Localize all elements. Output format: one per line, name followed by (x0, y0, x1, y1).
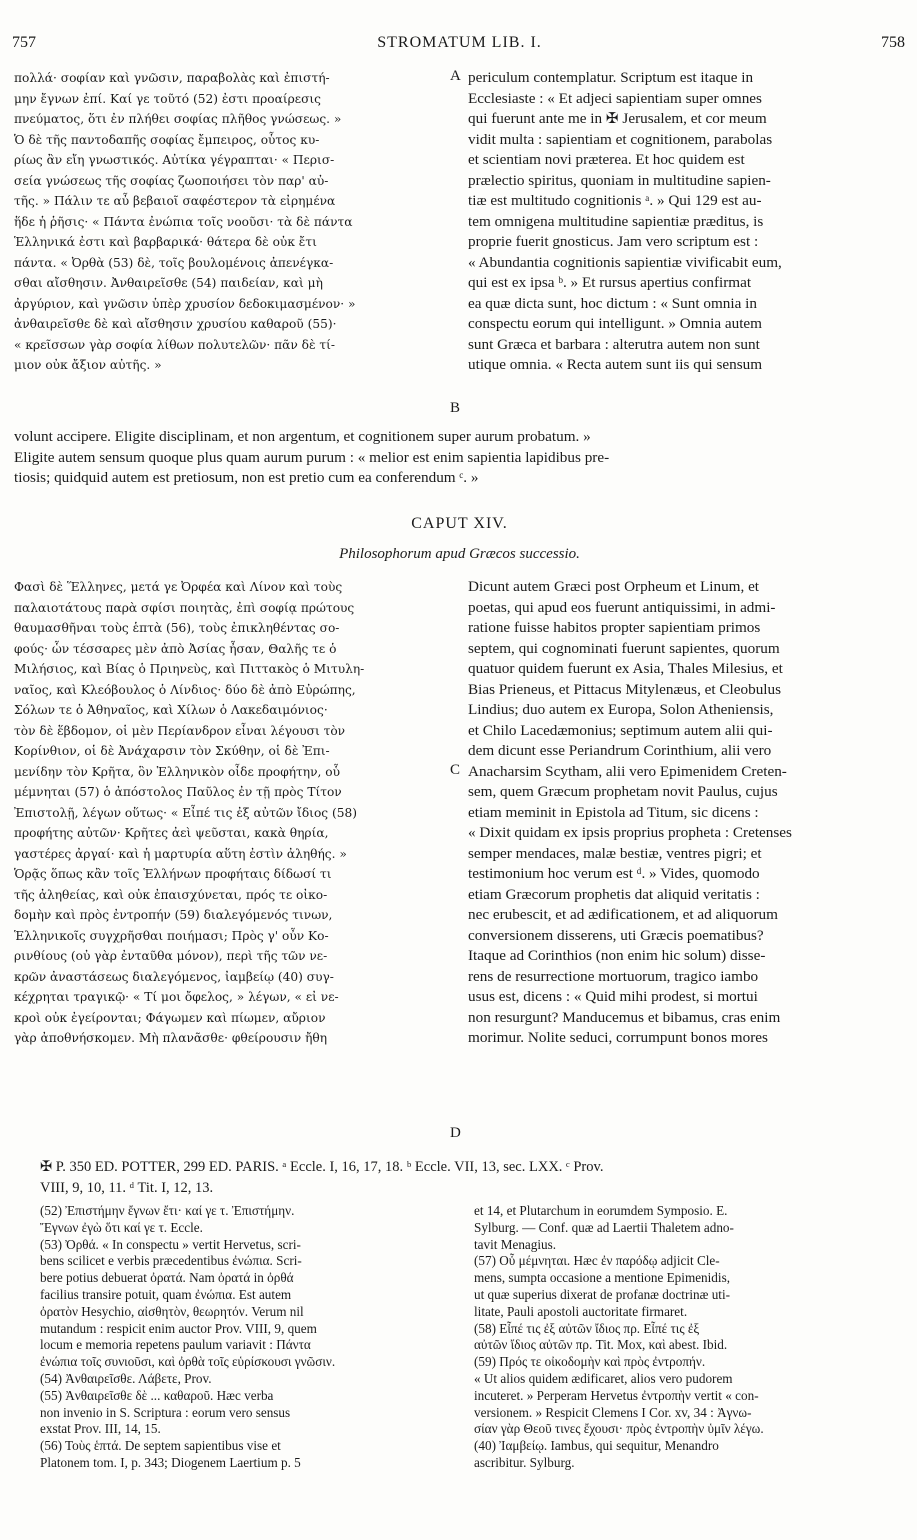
greek-text-line: δομὴν καὶ πρὸς ἐντροπήν (59) διαλεγόμενός τινων, (14, 908, 333, 922)
latin-text-line: « Abundantia cognitionis sapientiæ vivificabit eum, (468, 253, 782, 271)
page-number-right: 758 (881, 34, 905, 51)
greek-text-line: παλαιοτάτους παρὰ σφίσι ποιητὰς, ἐπὶ σοφίᾳ πρώτους (14, 600, 355, 615)
greek-text-line: σθαι αἴσθησιν. Ἀνθαιρεῖσθε (54) παιδείαν, καὶ μὴ (14, 276, 323, 290)
running-title: STROMATUM LIB. I. (377, 34, 542, 51)
note-line: versionem. » Respicit Clemens I Cor. xv, 34 : Ἀγνω- (474, 1404, 752, 1420)
note-line: ἐνώπια τοῖς συνιοῦσι, καὶ ὀρθὰ τοῖς εὑρίσκουσι γνῶσιν. (40, 1354, 336, 1370)
greek-text-line: Φασὶ δὲ Ἕλληνες, μετά γε Ὀρφέα καὶ Λίνον καὶ τοὺς (14, 580, 343, 594)
latin-text-line: Itaque ad Corinthios (non enim hic solum) disse- (468, 947, 766, 964)
greek-column-main (14, 577, 446, 1049)
latin-text-line: Lindius; duo autem ex Europa, Solon Atheniensis, (468, 701, 774, 718)
note-line: ut quæ superius dixerat de profanæ doctrinæ uti- (474, 1286, 731, 1302)
greek-text-line: μέμνηται (57) ὁ ἀπόστολος Παῦλος ἐν τῇ πρὸς Τίτον (14, 785, 342, 799)
greek-text-line: ἀργύριον, καὶ γνῶσιν ὑπὲρ χρυσίον δεδοκιμασμένον· » (14, 296, 356, 311)
note-line: (40) Ἰαμβείῳ. Iambus, qui sequitur, Menandro (474, 1438, 719, 1454)
latin-text-line: usus est, dicens : « Quid mihi prodest, si mortui (468, 988, 758, 1005)
scripture-references (40, 1158, 900, 1199)
greek-text-line: μιον οὐκ ἄξιον αὐτῆς. » (14, 358, 162, 372)
greek-text-line: Σόλων τε ὁ Ἀθηναῖος, καὶ Χίλων ὁ Λακεδαιμόνιος· (14, 703, 328, 717)
latin-text-line: tiosis; quidquid autem est pretiosum, non est pretio cum ea conferendum ᶜ. » (14, 469, 479, 486)
note-line: (56) Τοὺς ἑπτά. De septem sapientibus vise et (40, 1438, 281, 1454)
reference-line: VIII, 9, 10, 11. ᵈ Tit. I, 12, 13. (40, 1179, 214, 1196)
note-line: bens scilicet e verbis præcedentibus ἐνώπια. Scri- (40, 1253, 302, 1269)
latin-text-line: utique omnia. « Recta autem sunt iis qui sensum (468, 356, 763, 373)
greek-text-line: πάντα. « Ὀρθὰ (53) δὲ, τοῖς βουλομένοις ἀπενέγκα- (14, 255, 334, 270)
notes-right (474, 1203, 906, 1472)
note-line: incuteret. » Perperam Hervetus ἐντροπὴν vertit « con- (474, 1387, 759, 1403)
latin-text-line: et Chilo Lacedæmonius; septimum autem alii qui- (468, 721, 773, 739)
greek-text-line: κέχρηται τραγικῷ· « Τί μοι ὄφελος, » λέγων, « εἰ νε- (14, 990, 339, 1004)
greek-text-line: τῆς ἀληθείας, καὶ οὐκ ἐπαισχύνεται, πρός τε οἰκο- (14, 887, 328, 902)
greek-text-line: πολλά· σοφίαν καὶ γνῶσιν, παραβολὰς καὶ ἐπιστή- (14, 71, 330, 85)
latin-text-line: tem omnigena multitudine sapientiæ præditus, is (468, 212, 764, 230)
margin-letter-a: A (450, 68, 461, 84)
latin-text-line: septem, qui cognominati fuerunt sapientes, quorum (468, 639, 780, 657)
page-number-left: 757 (12, 34, 36, 51)
chapter-title: CAPUT XIV. (411, 515, 508, 532)
greek-text-line: μην ἔγνων ἐπί. Καί γε τοῦτό (52) ἐστι προαίρεσις (14, 91, 322, 106)
note-line: Ἔγνων ἐγὼ ὅτι καί γε τ. Eccle. (40, 1219, 203, 1235)
note-line: Sylburg. — Conf. quæ ad Laertii Thaletem adno- (474, 1219, 734, 1235)
latin-column-top (468, 68, 908, 376)
latin-text-line: poetas, qui apud eos fuerunt antiquissimi, in admi- (468, 598, 776, 616)
note-line: σίαν γὰρ Θεοῦ τινες ἔχουσι· πρὸς ἐντροπὴν ὑμῖν λέγω. (474, 1421, 764, 1437)
note-line: αὐτῶν ἴδιος αὐτῶν πρ. Tit. Mox, καὶ abest. Ibid. (474, 1337, 728, 1353)
latin-text-line: semper mendaces, malæ bestiæ, ventres pigri; et (468, 844, 762, 862)
greek-text-line: Ἑλληνικά ἐστι καὶ βαρβαρικά· θάτερα δὲ οὐκ ἔτι (14, 235, 317, 249)
margin-letter-c: C (450, 762, 461, 778)
latin-text-line: et scientiam novi præterea. Et hoc quidem est (468, 151, 745, 168)
note-line: ὀρατὸν Hesychio, αἰσθητὸν, θεωρητόν. Verum nil (40, 1303, 304, 1319)
margin-letter-d: D (450, 1125, 461, 1141)
greek-text-line: Ἐπιστολῇ, λέγων οὕτως· « Εἶπέ τις ἐξ αὐτῶν ἴδιος (58) (14, 805, 358, 820)
greek-text-line: πνεύματος, ὅτι ἐν πλήθει σοφίας πλῆθος γνώσεως. » (14, 112, 342, 126)
document-page (12, 0, 907, 1540)
latin-text-line: Ecclesiaste : « Et adjeci sapientiam super omnes (468, 89, 762, 107)
latin-text-line: etiam Græcorum prophetis dat aliquid veritatis : (468, 885, 760, 903)
greek-text-line: προφήτης αὐτῶν· Κρῆτες ἀεὶ ψεῦσται, κακὰ θηρία, (14, 826, 329, 840)
note-line: (57) Οὗ μέμνηται. Hæc ἐν παρόδῳ adjicit Cle- (474, 1253, 720, 1269)
latin-text-line: periculum contemplatur. Scriptum est itaque in (468, 69, 754, 86)
greek-text-line: Κορίνθιον, οἱ δὲ Ἀνάχαρσιν τὸν Σκύθην, οἱ δὲ Ἐπι- (14, 744, 330, 758)
reference-line: ✠ P. 350 ED. POTTER, 299 ED. PARIS. ᵃ Eccle. I, 16, 17, 18. ᵇ Eccle. VII, 13, sec. LXX. ᶜ Prov. (40, 1159, 604, 1175)
latin-column-main (468, 577, 908, 1049)
latin-text-line: volunt accipere. Eligite disciplinam, et non argentum, et cognitionem super aurum probatum. » (14, 428, 591, 445)
latin-text-line: tiæ est multitudo cognitionis ᵃ. » Qui 129 est au- (468, 192, 762, 209)
latin-text-line: qui fuerunt ante me in ✠ Jerusalem, et cor meum (468, 110, 767, 127)
greek-text-line: τῆς. » Πάλιν τε αὖ βεβαιοῖ σαφέστερον τὰ εἰρημένα (14, 194, 336, 208)
latin-text-line: sunt Græca et barbara : alterutra autem non sunt (468, 335, 760, 353)
greek-text-line: Μιλήσιος, καὶ Βίας ὁ Πριηνεὺς, καὶ Πιττακὸς ὁ Μιτυλη- (14, 662, 365, 676)
note-line: (53) Ὀρθά. « In conspectu » vertit Hervetus, scri- (40, 1236, 301, 1252)
note-line: bere potius debuerat ὀρατά. Nam ὀρατά in ὀρθά (40, 1270, 294, 1286)
note-line: exstat Prov. III, 14, 15. (40, 1421, 161, 1437)
note-line: (52) Ἐπιστήμην ἔγνων ἔτι· καί γε τ. Ἐπιστήμην. (40, 1203, 295, 1218)
greek-text-line: κρῶν ἀναστάσεως διαλεγόμενος, ἰαμβείῳ (40) συγ- (14, 969, 334, 984)
greek-text-line: θαυμασθῆναι τοὺς ἑπτὰ (56), τοὺς ἐπικληθέντας σο- (14, 621, 340, 635)
latin-text-line: prælectio spiritus, quoniam in multitudine sapien- (468, 171, 771, 189)
note-line: « Ut alios quidem ædificaret, alios vero pudorem (474, 1370, 733, 1386)
running-header (12, 34, 907, 58)
greek-text-line: ναῖος, καὶ Κλεόβουλος ὁ Λίνδιος· δύο δὲ ἀπὸ Εὐρώπης, (14, 682, 356, 697)
latin-text-line: qui est ex ipsa ᵇ. » Et rursus apertius confirmat (468, 274, 752, 291)
greek-text-line: γὰρ ἀποθνήσκομεν. Μὴ πλανᾶσθε· φθείρουσιν ἤθη (14, 1031, 328, 1045)
greek-text-line: ἥδε ἡ ῥῆσις· « Πάντα ἐνώπια τοῖς νοοῦσι· τὰ δὲ πάντα (14, 214, 353, 229)
latin-full-width (14, 427, 907, 489)
note-line: (54) Ἀνθαιρεῖσθε. Λάβετε, Prov. (40, 1370, 212, 1386)
note-line: litate, Pauli apostoli auctoritate firmaret. (474, 1303, 688, 1319)
latin-text-line: etiam meminit in Epistola ad Titum, sic dicens : (468, 803, 759, 821)
notes-left (40, 1203, 460, 1472)
latin-text-line: dem dicunt esse Periandrum Corinthium, alii vero (468, 742, 772, 759)
latin-text-line: « Dixit quidam ex ipsis proprius propheta : Cretenses (468, 824, 792, 841)
greek-text-line: « κρεῖσσων γὰρ σοφία λίθων πολυτελῶν· πᾶν δὲ τί- (14, 337, 336, 352)
greek-text-line: ρινθίους (οὐ γὰρ ἐνταῦθα μόνον), περὶ τῆς τῶν νε- (14, 949, 328, 963)
note-line: non invenio in S. Scriptura : eorum vero sensus (40, 1404, 291, 1420)
note-line: ascribitur. Sylburg. (474, 1454, 575, 1470)
latin-text-line: proprie fuerit gnosticus. Jam vero scriptum est : (468, 233, 759, 250)
latin-text-line: sem, quem Græcum prophetam novit Paulus, cujus (468, 783, 778, 800)
latin-text-line: conversionem disserens, uti Græcis poematibus? (468, 926, 764, 944)
greek-text-line: γαστέρες ἀργαί· καὶ ἡ μαρτυρία αὕτη ἐστὶν ἀληθής. » (14, 846, 347, 861)
latin-text-line: non resurgunt? Manducemus et bibamus, cras enim (468, 1008, 781, 1026)
note-line: (55) Ἀνθαιρεῖσθε δὲ ... καθαροῦ. Hæc verba (40, 1387, 274, 1403)
latin-text-line: morimur. Nolite seduci, corrumpunt bonos mores (468, 1029, 768, 1046)
greek-text-line: τὸν δὲ ἕβδομον, οἱ μὲν Περίανδρον εἶναι λέγουσι τὸν (14, 723, 346, 738)
latin-text-line: conspectu eorum qui intelligunt. » Omnia autem (468, 315, 762, 332)
latin-text-line: Anacharsim Scytham, alii vero Epimenidem Creten- (468, 762, 787, 780)
latin-text-line: Dicunt autem Græci post Orpheum et Linum, et (468, 578, 760, 595)
note-line: facilius transire potuit, quam ἐνώπια. Est autem (40, 1286, 292, 1302)
latin-text-line: nec erubescit, et ad ædificationem, et ad aliquorum (468, 906, 778, 923)
latin-text-line: ratione fuisse habitos propter sapientiam primos (468, 619, 761, 636)
greek-text-line: σεία γνώσεως τῆς σοφίας ζωοποιήσει τὸν παρ' αὐ- (14, 173, 329, 188)
latin-text-line: Eligite autem sensum quoque plus quam aurum purum : « melior est enim sapientia lapidibus pre- (14, 448, 610, 466)
note-line: (58) Εἶπέ τις ἐξ αὐτῶν ἴδιος πρ. Εἶπέ τις ἐξ (474, 1320, 700, 1336)
note-line: mens, sumpta occasione a mentione Epimenidis, (474, 1270, 730, 1286)
greek-text-line: Ὁρᾷς ὅπως κἂν τοῖς Ἑλλήνων προφήταις δίδωσί τι (14, 867, 332, 881)
note-line: mutandum : respicit enim auctor Prov. VIII, 9, quem (40, 1320, 317, 1336)
greek-text-line: ἀνθαιρεῖσθε δὲ καὶ αἴσθησιν χρυσίου καθαροῦ (55)· (14, 317, 337, 331)
note-line: (59) Πρός τε οἰκοδομὴν καὶ πρὸς ἐντροπήν. (474, 1354, 706, 1370)
greek-text-line: Ἑλληνικοῖς συγχρῆσθαι ποιήμασι; Πρὸς γ' οὖν Κο- (14, 928, 329, 943)
latin-text-line: quatuor quidem fuerunt ex Asia, Thales Milesius, et (468, 660, 783, 677)
greek-text-line: ρίως ἂν εἴη γνωστικός. Αὐτίκα γέγραπται· « Περισ- (14, 153, 335, 167)
latin-text-line: Bias Prieneus, et Pittacus Mitylenæus, et Cleobulus (468, 680, 782, 698)
chapter-subtitle: Philosophorum apud Græcos successio. (339, 546, 580, 562)
note-line: tavit Menagius. (474, 1236, 557, 1252)
greek-text-line: κροὶ οὐκ ἐγείρονται; Φάγωμεν καὶ πίωμεν, αὔριον (14, 1010, 326, 1025)
latin-text-line: ea quæ dicta sunt, hoc dictum : « Sunt omnia in (468, 294, 757, 312)
margin-letter-b: B (450, 400, 461, 416)
note-line: Platonem tom. I, p. 343; Diogenem Laertium p. 5 (40, 1454, 301, 1470)
greek-text-line: Ὁ δὲ τῆς παντοδαπῆς σοφίας ἔμπειρος, οὗτος κυ- (14, 132, 320, 147)
note-line: et 14, et Plutarchum in eorumdem Symposio. E. (474, 1203, 728, 1218)
latin-text-line: vidit multa : sapientiam et cognitionem, parabolas (468, 130, 773, 148)
latin-text-line: rens de resurrectione mortuorum, tragico iambo (468, 967, 759, 985)
greek-text-line: μενίδην τὸν Κρῆτα, ὃν Ἑλληνικὸν οἶδε προφήτην, οὗ (14, 764, 340, 779)
greek-column-top (14, 68, 446, 376)
greek-text-line: φούς· ὧν τέσσαρες μὲν ἀπὸ Ἀσίας ἦσαν, Θαλῆς τε ὁ (14, 641, 337, 656)
latin-text-line: testimonium hoc verum est ᵈ. » Vides, quomodo (468, 865, 760, 882)
note-line: locum e memoria repetens paulum variavit : Πάντα (40, 1337, 311, 1353)
